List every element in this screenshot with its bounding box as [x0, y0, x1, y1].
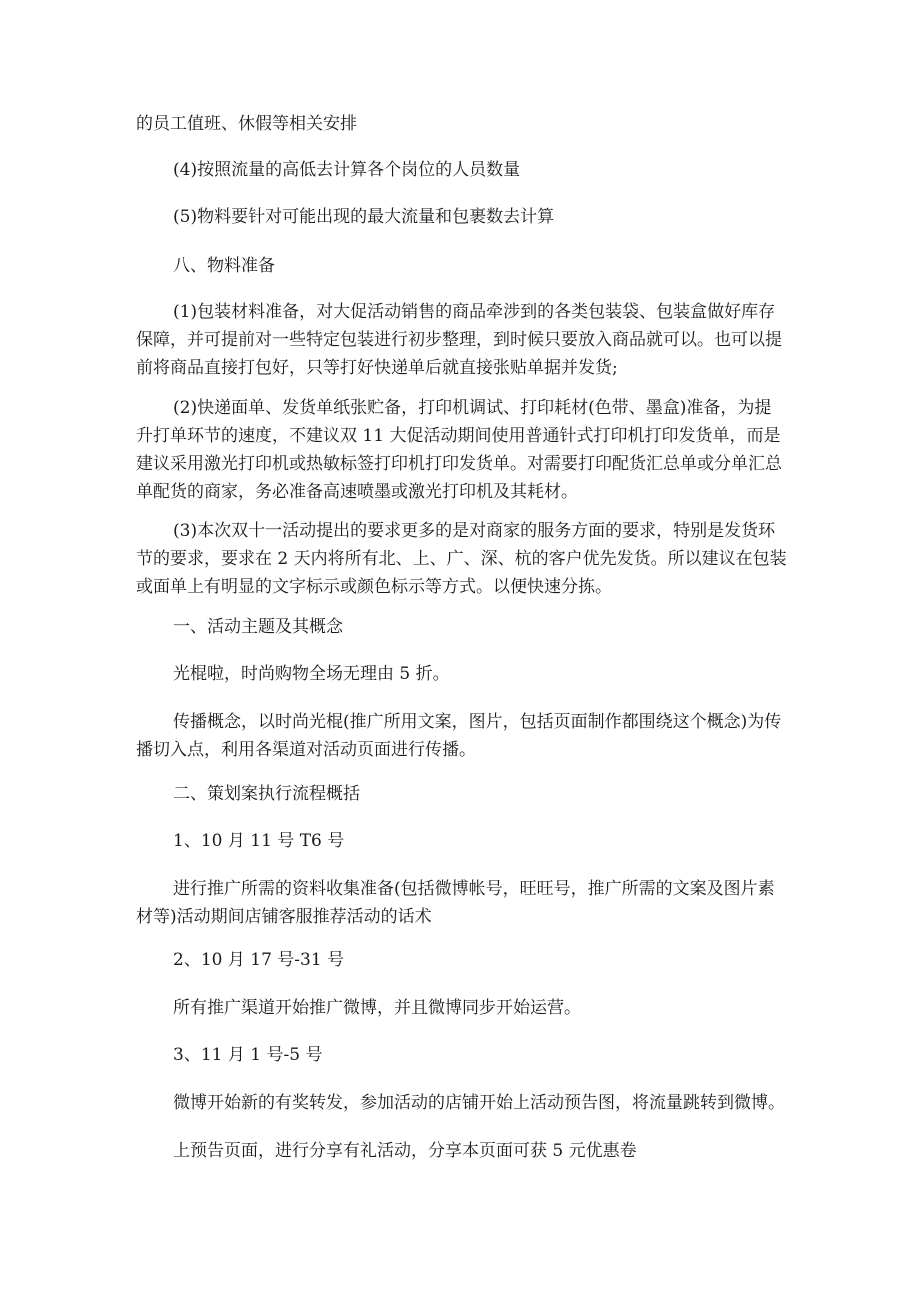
step-heading-3 [173, 1041, 823, 1069]
paragraph-1 [136, 110, 786, 138]
paragraph-2 [173, 156, 823, 184]
paragraph-9 [173, 660, 823, 688]
text-line: 2、10 月 17 号-31 号 [173, 950, 345, 970]
text-line: 光棍啦，时尚购物全场无理由 5 折。 [173, 664, 450, 684]
text-line: 播切入点，利用各渠道对活动页面进行传播。 [136, 740, 476, 760]
text-line: 3、11 月 1 号-5 号 [173, 1045, 323, 1065]
section-heading-2 [173, 780, 823, 808]
step-heading-1 [173, 827, 823, 855]
paragraph-10 [136, 708, 786, 764]
text-line: 1、10 月 11 号 T6 号 [173, 831, 345, 851]
text-line: 材等)活动期间店铺客服推荐活动的话术 [136, 907, 432, 927]
text-line: (5)物料要针对可能出现的最大流量和包裹数去计算 [173, 207, 555, 227]
paragraph-5 [136, 298, 786, 382]
paragraph-13 [136, 875, 786, 931]
text-line: 单配货的商家，务必准备高速喷墨或激光打印机及其耗材。 [136, 482, 578, 502]
paragraph-15 [173, 994, 823, 1022]
paragraph-18 [173, 1137, 823, 1165]
paragraph-17 [173, 1089, 823, 1117]
text-line: 升打单环节的速度，不建议双 11 大促活动期间使用普通针式打印机打印发货单，而是 [136, 426, 781, 446]
paragraph-3 [173, 203, 823, 231]
text-line: (4)按照流量的高低去计算各个岗位的人员数量 [173, 160, 521, 180]
text-line: 一、活动主题及其概念 [173, 617, 343, 637]
text-line: 或面单上有明显的文字标示或颜色标示等方式。以便快速分拣。 [136, 577, 612, 597]
text-line: (2)快递面单、发货单纸张贮备，打印机调试、打印耗材(色带、墨盒)准备，为提 [173, 398, 772, 418]
text-line: 节的要求，要求在 2 天内将所有北、上、广、深、杭的客户优先发货。所以建议在包装 [136, 549, 787, 569]
text-line: 二、策划案执行流程概括 [173, 784, 360, 804]
text-line: 进行推广所需的资料收集准备(包括微博帐号，旺旺号，推广所需的文案及图片素 [173, 879, 775, 899]
text-line: 前将商品直接打包好，只等打好快递单后就直接张贴单据并发货; [136, 358, 618, 378]
text-line: 所有推广渠道开始推广微博，并且微博同步开始运营。 [173, 998, 581, 1018]
text-line: 保障，并可提前对一些特定包装进行初步整理，到时候只要放入商品就可以。也可以提 [136, 330, 782, 350]
text-line: (1)包装材料准备，对大促活动销售的商品牵涉到的各类包装袋、包装盒做好库存 [173, 302, 776, 322]
paragraph-7 [136, 517, 786, 601]
text-line: 的员工值班、休假等相关安排 [136, 114, 357, 134]
text-line: 建议采用激光打印机或热敏标签打印机打印发货单。对需要打印配货汇总单或分单汇总 [136, 454, 782, 474]
text-line: 微博开始新的有奖转发，参加活动的店铺开始上活动预告图，将流量跳转到微博。 [173, 1093, 785, 1113]
text-line: 八、物料准备 [173, 256, 275, 276]
section-heading-1 [173, 613, 823, 641]
section-heading-8 [173, 252, 823, 280]
text-line: 上预告页面，进行分享有礼活动，分享本页面可获 5 元优惠卷 [173, 1141, 637, 1161]
text-line: (3)本次双十一活动提出的要求更多的是对商家的服务方面的要求，特别是发货环 [173, 521, 776, 541]
step-heading-2 [173, 946, 823, 974]
text-line: 传播概念，以时尚光棍(推广所用文案，图片，包括页面制作都围绕这个概念)为传 [173, 712, 782, 732]
paragraph-6 [136, 394, 786, 506]
